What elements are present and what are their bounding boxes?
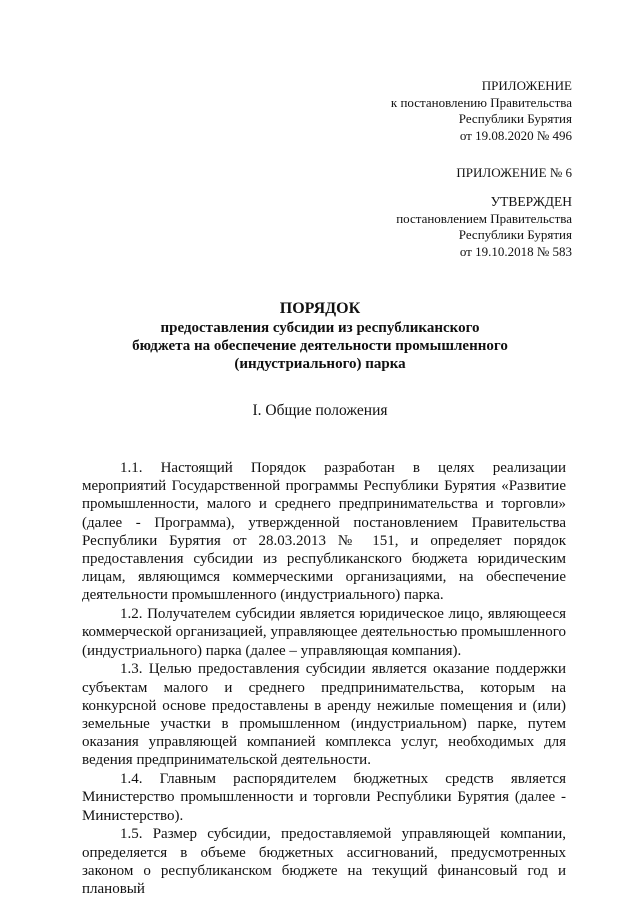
paragraph-1-1: 1.1. Настоящий Порядок разработан в целях реализации мероприятий Государственной программы Республики Бурятия «Развитие промышленности, малого и среднего предпринимательства и торговли» (далее - Программа), утвержденной постановлением Правительства Республики Бурятия от 28.03.2013 № 151, и определяет порядок предоставления субсидии из республиканского бюджета юридическим лицам, являющимся коммерческими организациями, на обеспечение деятельности промышленного (индустриального) парка.: [82, 460, 566, 604]
paragraph-1-3: 1.3. Целью предоставления субсидии является оказание поддержки субъектам малого и среднего предпринимательства, которым на конкурсной основе предоставлены в аренду нежилые помещения и (или) земельные участки в промышленном (индустриальном) парке, путем оказания управляющей компанией комплекса услуг, необходимых для ведения предпринимательской деятельности.: [82, 661, 566, 769]
approval-ref-line: Республики Бурятия: [458, 227, 572, 242]
appendix-header: [391, 78, 572, 144]
title-subtitle-line: предоставления субсидии из республиканского: [160, 320, 480, 336]
approval-header: [396, 194, 572, 260]
approval-ref-line: постановлением Правительства: [396, 210, 572, 226]
appendix-number-header: [456, 165, 572, 192]
paragraph-1-4: 1.4. Главным распорядителем бюджетных средств является Министерство промышленности и торговли Республики Бурятия (далее - Министерство).: [82, 771, 566, 824]
appendix-ref-line: Республики Бурятия: [458, 111, 572, 126]
document-body: [82, 459, 566, 899]
appendix-label: ПРИЛОЖЕНИЕ: [481, 78, 572, 93]
title-subtitle-line: бюджета на обеспечение деятельности промышленного: [132, 338, 508, 354]
appendix-number-label: ПРИЛОЖЕНИЕ № 6: [456, 165, 572, 180]
approved-label: УТВЕРЖДЕН: [490, 194, 572, 209]
document-title: [100, 300, 540, 373]
title-subtitle-line: (индустриального) парка: [234, 356, 406, 372]
appendix-date-number: от 19.08.2020 № 496: [459, 127, 572, 143]
section-heading: I. Общие положения: [252, 402, 388, 419]
paragraph-1-5: 1.5. Размер субсидии, предоставляемой управляющей компании, определяется в объеме бюджетных ассигнований, предусмотренных законом о республиканском бюджете на текущий финансовый год и плановый: [82, 826, 566, 898]
title-main: ПОРЯДОК: [279, 300, 361, 317]
paragraph-1-2: 1.2. Получателем субсидии является юридическое лицо, являющееся коммерческой организацией, управляющее деятельностью промышленного (индустриального) парка (далее – управляющая компания).: [82, 606, 566, 659]
appendix-ref-line: к постановлению Правительства: [390, 94, 572, 110]
approval-date-number: от 19.10.2018 № 583: [459, 243, 572, 259]
